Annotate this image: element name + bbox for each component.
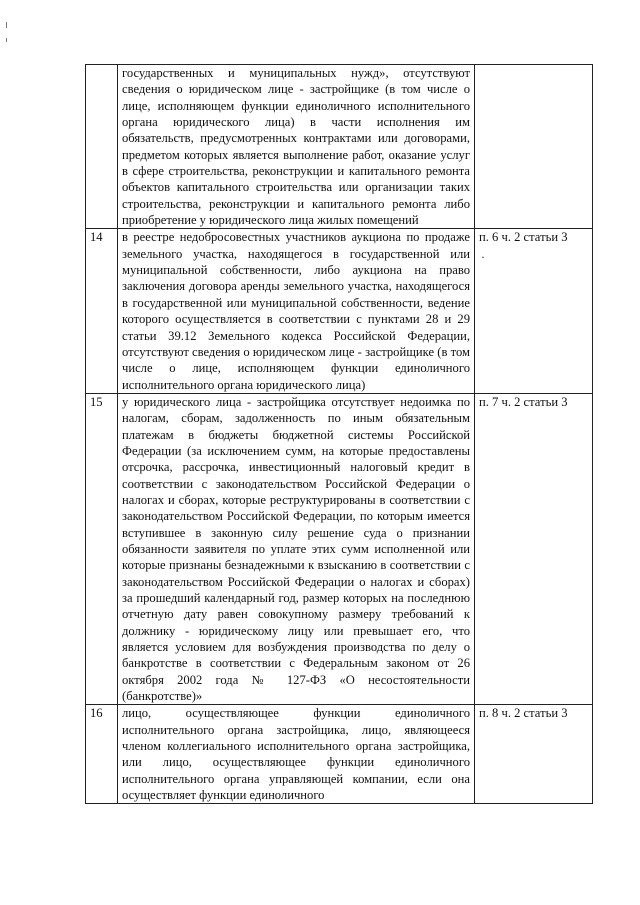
table-row bbox=[86, 705, 593, 804]
table-row bbox=[86, 393, 593, 705]
scan-edge-mark bbox=[6, 38, 7, 42]
row-number: 15 bbox=[86, 393, 118, 705]
row-reference: п. 7 ч. 2 статьи 3 bbox=[475, 393, 593, 705]
row-reference bbox=[475, 65, 593, 229]
scan-edge-mark bbox=[6, 22, 7, 28]
row-number: 16 bbox=[86, 705, 118, 804]
requirements-table bbox=[85, 64, 593, 804]
row-number: 14 bbox=[86, 229, 118, 393]
row-text: у юридического лица - застройщика отсутствует недоимка по налогам, сборам, задолженность по иным обязательным платежам в бюджеты бюджетной системы Российской Федерации (за исключением сумм, на которые предоставлены отсрочка, рассрочка, инвестиционный налоговый кредит в соответствии с законодательством Российской Федерации о налогах и сборах, которые реструктурированы в соответствии с законодательством Российской Федерации, по которым имеется вступившее в законную силу решение суда о признании обязанности заявителя по уплате этих сумм исполненной или которые признаны безнадежными к взысканию в соответствии с законодательством Российской Федерации о налогах и сборах) за прошедший календарный год, размер которых на последнюю отчетную дату равен совокупному размеру требований к должнику - юридическому лицу или превышает его, что является условием для возбуждения производства по делу о банкротстве в соответствии с Федеральным законом от 26 октября 2002 года № 127-ФЗ «О несостоятельности (банкротстве)» bbox=[118, 393, 475, 705]
row-text: в реестре недобросовестных участников аукциона по продаже земельного участка, находящегося в государственной или муниципальной собственности, либо аукциона на право заключения договора аренды земельного участка, находящегося в государственной или муниципальной собственности, ведение которого осуществляется в соответствии с пунктами 28 и 29 статьи 39.12 Земельного кодекса Российской Федерации, отсутствуют сведения о юридическом лице - застройщике (в том числе о лице, исполняющем функции единоличного исполнительного органа юридического лица) bbox=[118, 229, 475, 393]
row-reference-cell bbox=[475, 229, 593, 393]
row-reference: п. 6 ч. 2 статьи 3 bbox=[479, 230, 568, 245]
row-number bbox=[86, 65, 118, 229]
row-text: государственных и муниципальных нужд», отсутствуют сведения о юридическом лице - застройщике (в том числе о лице, исполняющем функции единоличного исполнительного органа юридического лица) в части исполнения им обязательств, предусмотренных контрактами или договорами, предметом которых является выполнение работ, оказание услуг в сфере строительства, реконструкции и капитального ремонта объектов капитального строительства или организации таких строительства, реконструкции и капитального ремонта либо приобретение у юридического лица жилых помещений bbox=[118, 65, 475, 229]
row-reference: п. 8 ч. 2 статьи 3 bbox=[475, 705, 593, 804]
stray-mark: · bbox=[481, 249, 485, 264]
row-text: лицо, осуществляющее функции единоличного исполнительного органа застройщика, лицо, являющееся членом коллегиального исполнительного органа застройщика, или лицо, осуществляющее функции единоличного исполнительного органа управляющей компании, если она осуществляет функции единоличного bbox=[118, 705, 475, 804]
table-row bbox=[86, 65, 593, 229]
table-row bbox=[86, 229, 593, 393]
